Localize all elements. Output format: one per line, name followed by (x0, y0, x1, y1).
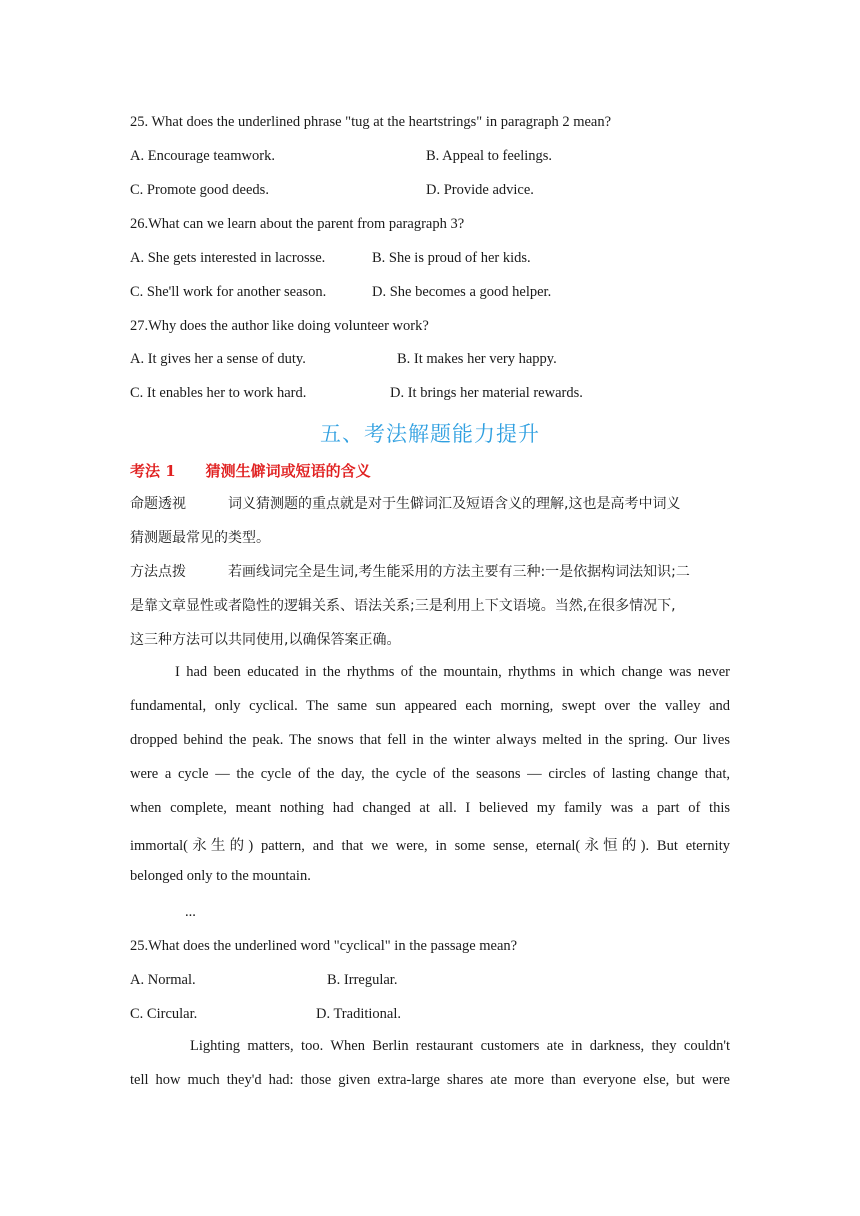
option-a: A. Normal. (130, 972, 196, 988)
question-25b: 25.What does the underlined word "cyclical" in the passage mean? (130, 938, 518, 954)
passage-line: I had been educated in the rhythms of the mountain, rhythms in which change was never (175, 664, 730, 680)
question-27: 27.Why does the author like doing volunteer work? (130, 318, 429, 334)
passage-line: Lighting matters, too. When Berlin restaurant customers ate in darkness, they couldn't (190, 1038, 730, 1054)
passage-line: immortal(永生的) pattern, and that we were, in some sense, eternal(永恒的). But eternity (130, 838, 730, 854)
option-d: D. It brings her material rewards. (390, 385, 583, 401)
option-row (130, 383, 730, 403)
question-26: 26.What can we learn about the parent from paragraph 3? (130, 216, 465, 232)
option-row (130, 248, 730, 268)
tips-line-1: 方法点拨 若画线词完全是生词,考生能采用的方法主要有三种:一是依据构词法知识;二 (130, 564, 690, 580)
option-d: D. Provide advice. (426, 182, 534, 198)
passage-line: tell how much they'd had: those given extra-large shares ate more than everyone else, but were (130, 1072, 730, 1088)
insight-line-2: 猜测题最常见的类型。 (130, 530, 270, 546)
tips-line-3: 这三种方法可以共同使用,以确保答案正确。 (130, 632, 401, 648)
tips-line-2: 是靠文章显性或者隐性的逻辑关系、语法关系;三是利用上下文语境。当然,在很多情况下, (130, 598, 676, 614)
passage-line: when complete, meant nothing had changed at all. I believed my family was a part of this (130, 800, 730, 816)
option-b: B. She is proud of her kids. (372, 250, 531, 266)
insight-label: 命题透视 (130, 496, 186, 512)
option-a: A. Encourage teamwork. (130, 148, 275, 164)
option-row (130, 349, 730, 369)
option-row (130, 282, 730, 302)
passage-line: were a cycle — the cycle of the day, the cycle of the seasons — circles of lasting change that, (130, 766, 730, 782)
option-c: C. It enables her to work hard. (130, 385, 307, 401)
passage-line: dropped behind the peak. The snows that fell in the winter always melted in the spring. Our lives (130, 732, 730, 748)
question-25a: 25. What does the underlined phrase "tug at the heartstrings" in paragraph 2 mean? (130, 114, 612, 130)
option-c: C. She'll work for another season. (130, 284, 327, 300)
option-b: B. Irregular. (327, 972, 398, 988)
option-d: D. She becomes a good helper. (372, 284, 552, 300)
ellipsis: ... (185, 904, 196, 920)
passage-line: belonged only to the mountain. (130, 868, 311, 884)
option-a: A. She gets interested in lacrosse. (130, 250, 326, 266)
option-row (130, 970, 730, 990)
option-row (130, 1004, 730, 1024)
option-row (130, 180, 730, 200)
option-row (130, 146, 730, 166)
option-c: C. Promote good deeds. (130, 182, 269, 198)
option-b: B. Appeal to feelings. (426, 148, 553, 164)
option-a: A. It gives her a sense of duty. (130, 351, 306, 367)
method-title: 考法 1 猜测生僻词或短语的含义 (130, 462, 371, 480)
option-c: C. Circular. (130, 1006, 198, 1022)
tips-label: 方法点拨 (130, 564, 186, 580)
passage-line: fundamental, only cyclical. The same sun appeared each morning, swept over the valley and (130, 698, 730, 714)
option-d: D. Traditional. (316, 1006, 401, 1022)
insight-line-1: 命题透视 词义猜测题的重点就是对于生僻词汇及短语含义的理解,这也是高考中词义 (130, 496, 681, 512)
option-b: B. It makes her very happy. (397, 351, 557, 367)
section-heading: 五、考法解题能力提升 (320, 422, 540, 446)
